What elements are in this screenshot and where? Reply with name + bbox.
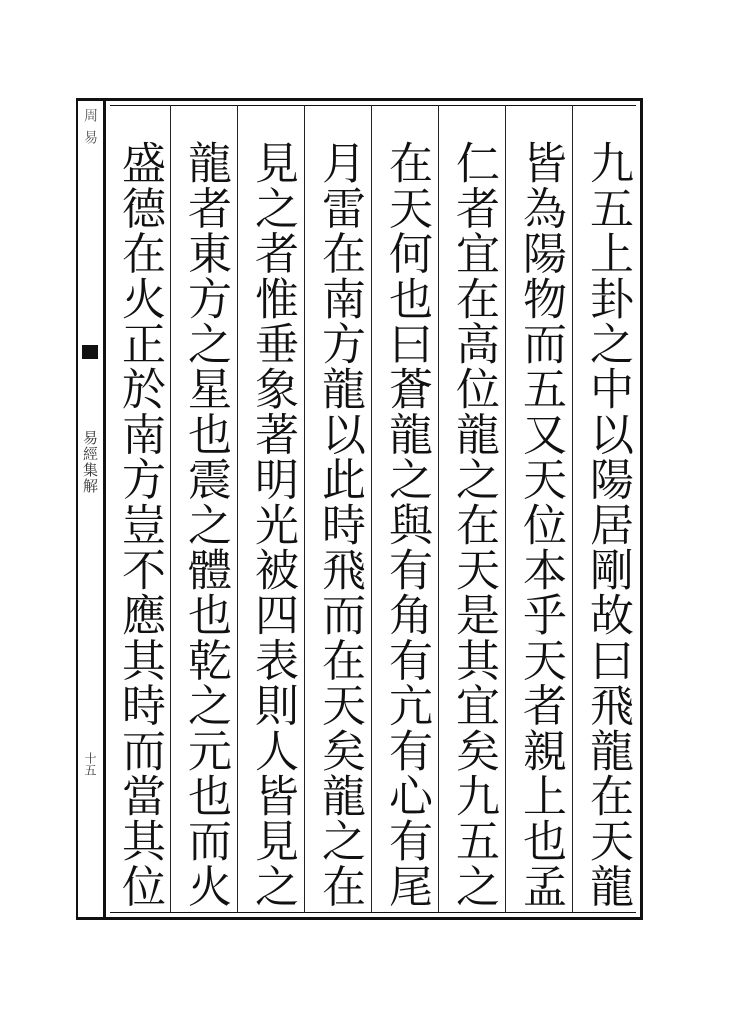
text-column-8: 盛德在火正於南方豈不應其時而當其位	[114, 140, 165, 909]
text-column-5: 月雷在南方龍以此時飛而在天矣龍之在	[314, 140, 365, 909]
text-column-6: 見之者惟垂象著明光被四表則人皆見之	[247, 140, 298, 909]
text-column-4: 在天何也曰蒼龍之與有角有亢有心有尾	[381, 140, 432, 909]
text-column-2: 皆為陽物而五又天位本乎天者親上也孟	[515, 140, 566, 909]
gutter-page-number: 十五	[83, 752, 97, 776]
text-column-7: 龍者東方之星也震之體也乾之元也而火	[180, 140, 231, 909]
gutter-header-text: 周易	[82, 108, 98, 152]
text-column-3: 仁者宜在高位龍之在天是其宜矣九五之	[448, 140, 499, 909]
gutter-fishtail-mark	[82, 345, 98, 359]
gutter-book-title: 易經集解	[81, 430, 99, 494]
page-gutter	[76, 98, 103, 920]
text-column-1: 九五上卦之中以陽居剛故曰飛龍在天龍	[582, 140, 633, 909]
